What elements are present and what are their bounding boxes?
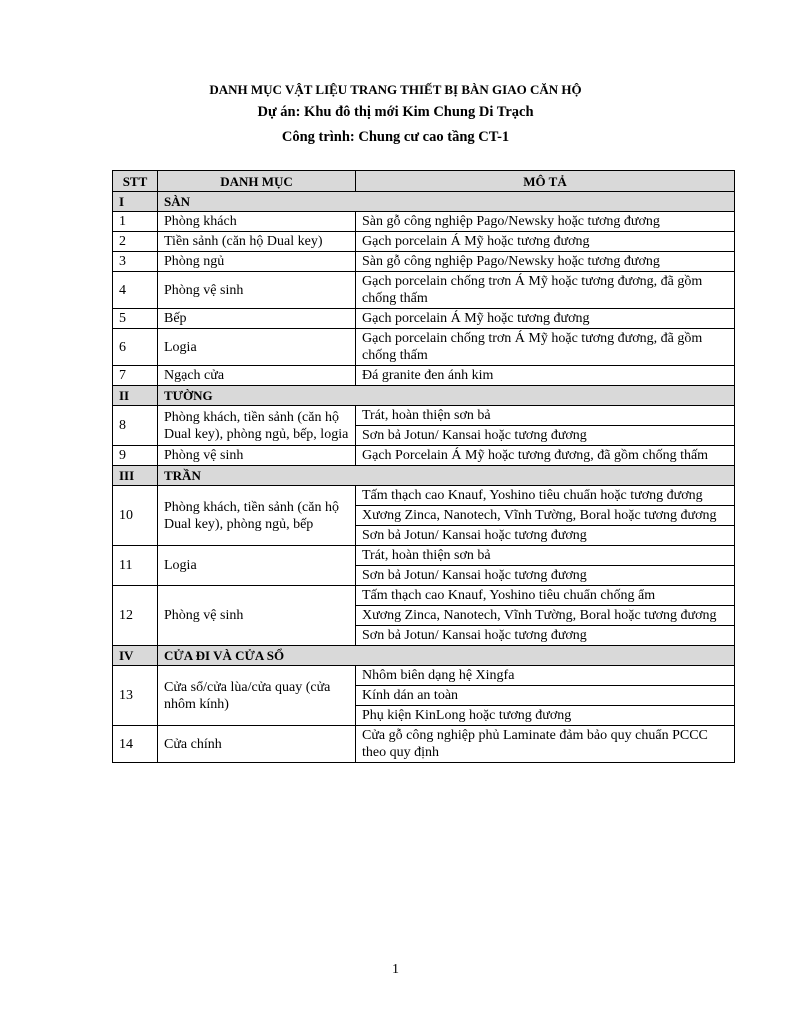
item-category: Phòng vệ sinh bbox=[158, 586, 356, 646]
item-description: Đá granite đen ánh kim bbox=[356, 366, 735, 386]
item-category: Phòng vệ sinh bbox=[158, 446, 356, 466]
item-description: Trát, hoàn thiện sơn bả bbox=[356, 406, 735, 426]
item-number: 9 bbox=[113, 446, 158, 466]
item-category: Phòng khách, tiền sảnh (căn hộ Dual key), phòng ngủ, bếp, logia bbox=[158, 406, 356, 446]
section-name: TƯỜNG bbox=[158, 386, 735, 406]
document-title: DANH MỤC VẬT LIỆU TRANG THIẾT BỊ BÀN GIAO CĂN HỘ bbox=[209, 82, 582, 97]
materials-table bbox=[112, 170, 735, 763]
item-description: Trát, hoàn thiện sơn bả bbox=[356, 546, 735, 566]
section-row bbox=[113, 386, 735, 406]
item-description: Sàn gỗ công nghiệp Pago/Newsky hoặc tương đương bbox=[356, 252, 735, 272]
table-row bbox=[113, 726, 735, 763]
item-category: Logia bbox=[158, 546, 356, 586]
project-name: Dự án: Khu đô thị mới Kim Chung Di Trạch bbox=[257, 104, 534, 120]
item-number: 2 bbox=[113, 232, 158, 252]
table-row bbox=[113, 309, 735, 329]
item-category: Cửa sổ/cửa lùa/cửa quay (cửa nhôm kính) bbox=[158, 666, 356, 726]
item-category: Phòng khách, tiền sảnh (căn hộ Dual key), phòng ngủ, bếp bbox=[158, 486, 356, 546]
table-row bbox=[113, 252, 735, 272]
table-row bbox=[113, 406, 735, 426]
table-row bbox=[113, 446, 735, 466]
section-number: I bbox=[113, 192, 158, 212]
item-description: Sơn bả Jotun/ Kansai hoặc tương đương bbox=[356, 526, 735, 546]
item-description: Kính dán an toàn bbox=[356, 686, 735, 706]
section-row bbox=[113, 466, 735, 486]
item-category: Ngạch cửa bbox=[158, 366, 356, 386]
item-description: Gạch porcelain chống trơn Á Mỹ hoặc tương đương, đã gồm chống thấm bbox=[356, 329, 735, 366]
item-description: Sàn gỗ công nghiệp Pago/Newsky hoặc tương đương bbox=[356, 212, 735, 232]
item-description: Xương Zinca, Nanotech, Vĩnh Tường, Boral hoặc tương đương bbox=[356, 506, 735, 526]
item-category: Tiền sảnh (căn hộ Dual key) bbox=[158, 232, 356, 252]
item-category: Phòng khách bbox=[158, 212, 356, 232]
item-description: Gạch porcelain chống trơn Á Mỹ hoặc tương đương, đã gồm chống thấm bbox=[356, 272, 735, 309]
page-number: 1 bbox=[392, 962, 399, 977]
item-description: Sơn bả Jotun/ Kansai hoặc tương đương bbox=[356, 566, 735, 586]
table-row bbox=[113, 666, 735, 686]
item-number: 1 bbox=[113, 212, 158, 232]
item-category: Bếp bbox=[158, 309, 356, 329]
column-header-category: DANH MỤC bbox=[158, 171, 356, 192]
item-number: 6 bbox=[113, 329, 158, 366]
item-number: 14 bbox=[113, 726, 158, 763]
item-number: 13 bbox=[113, 666, 158, 726]
section-row bbox=[113, 192, 735, 212]
section-row bbox=[113, 646, 735, 666]
item-description: Tấm thạch cao Knauf, Yoshino tiêu chuẩn hoặc tương đương bbox=[356, 486, 735, 506]
item-number: 12 bbox=[113, 586, 158, 646]
item-number: 10 bbox=[113, 486, 158, 546]
table-row bbox=[113, 486, 735, 506]
item-number: 11 bbox=[113, 546, 158, 586]
section-number: IV bbox=[113, 646, 158, 666]
item-description: Tấm thạch cao Knauf, Yoshino tiêu chuẩn chống ẩm bbox=[356, 586, 735, 606]
item-number: 5 bbox=[113, 309, 158, 329]
column-header-description: MÔ TẢ bbox=[356, 171, 735, 192]
item-description: Sơn bả Jotun/ Kansai hoặc tương đương bbox=[356, 626, 735, 646]
item-description: Nhôm biên dạng hệ Xingfa bbox=[356, 666, 735, 686]
table-row bbox=[113, 366, 735, 386]
item-description: Gạch porcelain Á Mỹ hoặc tương đương bbox=[356, 309, 735, 329]
item-description: Sơn bả Jotun/ Kansai hoặc tương đương bbox=[356, 426, 735, 446]
item-number: 7 bbox=[113, 366, 158, 386]
item-number: 8 bbox=[113, 406, 158, 446]
building-name: Công trình: Chung cư cao tầng CT-1 bbox=[281, 129, 510, 145]
section-name: CỬA ĐI VÀ CỬA SỔ bbox=[158, 646, 735, 666]
item-description: Xương Zinca, Nanotech, Vĩnh Tường, Boral hoặc tương đương bbox=[356, 606, 735, 626]
table-row bbox=[113, 586, 735, 606]
section-number: III bbox=[113, 466, 158, 486]
item-category: Cửa chính bbox=[158, 726, 356, 763]
item-description: Cửa gỗ công nghiệp phủ Laminate đảm bảo quy chuẩn PCCC theo quy định bbox=[356, 726, 735, 763]
table-row bbox=[113, 232, 735, 252]
section-name: SÀN bbox=[158, 192, 735, 212]
table-header-row bbox=[113, 171, 735, 192]
item-description: Phụ kiện KinLong hoặc tương đương bbox=[356, 706, 735, 726]
table-row bbox=[113, 329, 735, 366]
item-description: Gạch porcelain Á Mỹ hoặc tương đương bbox=[356, 232, 735, 252]
table-row bbox=[113, 272, 735, 309]
item-category: Phòng vệ sinh bbox=[158, 272, 356, 309]
item-category: Phòng ngủ bbox=[158, 252, 356, 272]
item-number: 4 bbox=[113, 272, 158, 309]
table-row bbox=[113, 546, 735, 566]
item-number: 3 bbox=[113, 252, 158, 272]
section-number: II bbox=[113, 386, 158, 406]
item-category: Logia bbox=[158, 329, 356, 366]
table-row bbox=[113, 212, 735, 232]
column-header-stt: STT bbox=[113, 171, 158, 192]
item-description: Gạch Porcelain Á Mỹ hoặc tương đương, đã gồm chống thấm bbox=[356, 446, 735, 466]
section-name: TRẦN bbox=[158, 466, 735, 486]
